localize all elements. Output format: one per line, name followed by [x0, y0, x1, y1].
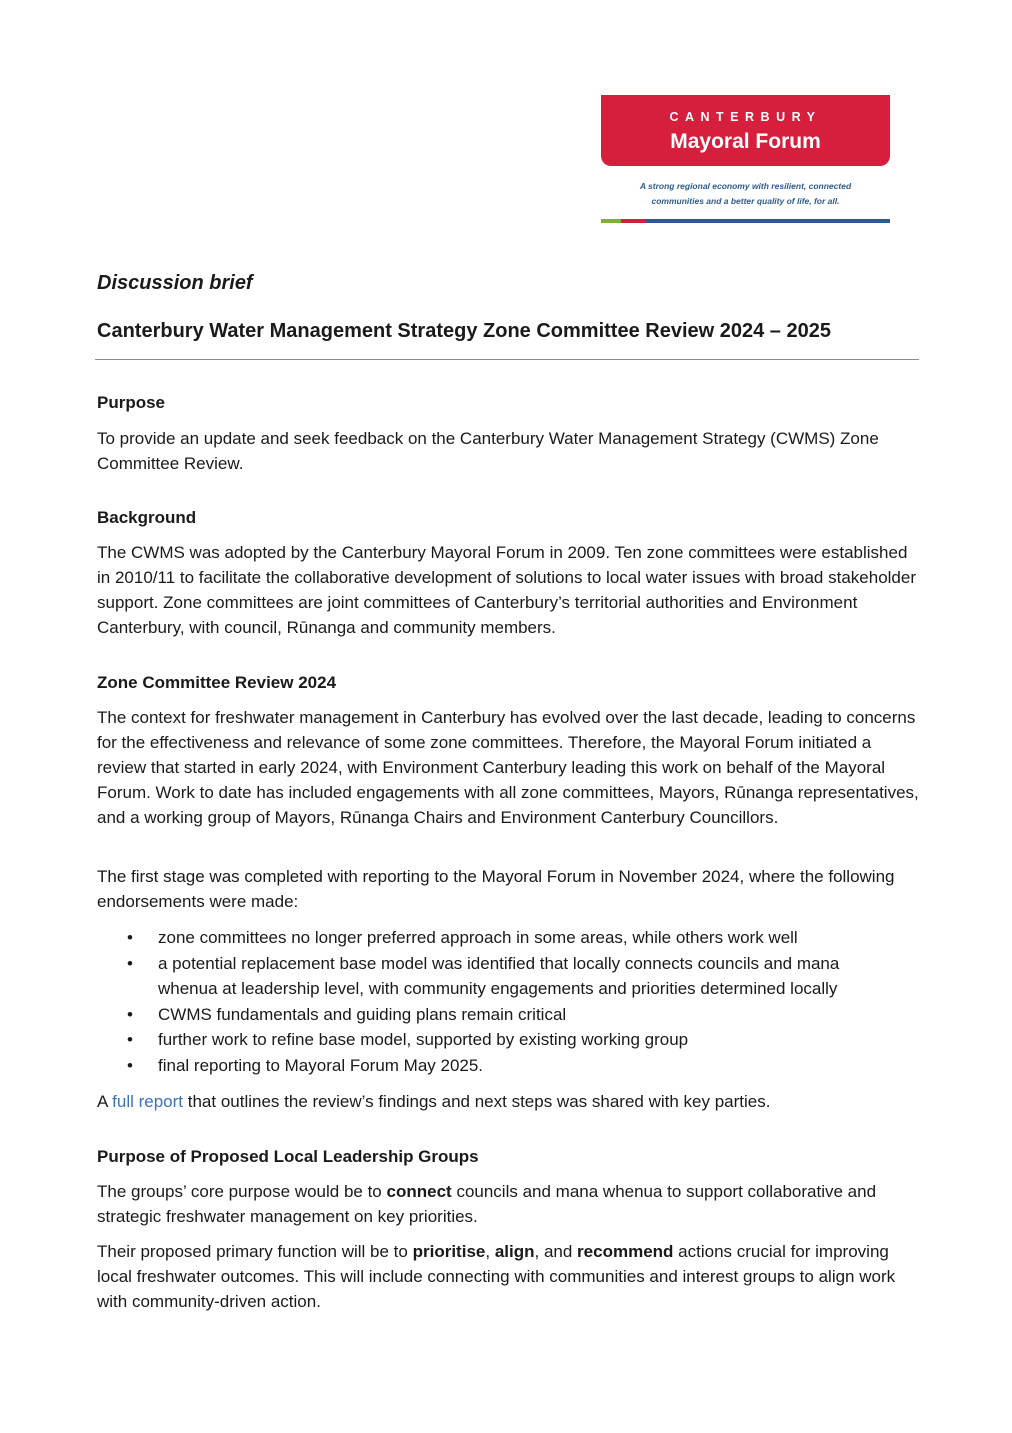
review-paragraph-1: The context for freshwater management in Canterbury has evolved over the last decade, leading to concerns for the effectiveness and relevance of some zone committees. Therefore, the Mayoral Forum initiated a review that started in early 2024, with Environment Canterbury leading this work on behalf of the Mayoral Forum. Work to date has included engagements with all zone committees, Mayors, Rūnanga representatives, and a working group of Mayors, Rūnanga Chairs and Environment Canterbury Councillors. [97, 708, 919, 827]
report-suffix: that outlines the review’s findings and next steps was shared with key parties. [187, 1092, 771, 1111]
p2-text-a: Their proposed primary function will be to [97, 1242, 408, 1261]
keyword-align: align [494, 1242, 535, 1261]
keyword-prioritise: prioritise [412, 1242, 486, 1261]
review-heading: Zone Committee Review 2024 [97, 673, 337, 692]
full-report-sentence [97, 1089, 919, 1114]
list-item: • a potential replacement base model was identified that locally connects councils and mana whenua at leadership level, with community engagements and priorities determined locally [97, 951, 897, 1002]
endorsements-list [97, 925, 897, 1078]
groups-paragraph-1 [97, 1179, 919, 1229]
logo-tagline-line2: communities and a better quality of life, for all. [651, 196, 840, 206]
list-item: • final reporting to Mayoral Forum May 2025. [97, 1053, 897, 1079]
list-item: • CWMS fundamentals and guiding plans remain critical [97, 1002, 897, 1028]
keyword-connect: connect [386, 1182, 452, 1201]
logo-top-line: CANTERBURY [669, 110, 822, 124]
list-item: • zone committees no longer preferred approach in some areas, while others work well [97, 925, 897, 951]
keyword-recommend: recommend [577, 1242, 674, 1261]
mayoral-forum-logo [601, 95, 890, 223]
background-heading: Background [97, 508, 197, 527]
p2-sep-2: , and [534, 1242, 573, 1261]
logo-color-stripe [601, 219, 890, 223]
p2-sep-1: , [485, 1242, 491, 1261]
logo-tagline [601, 179, 890, 209]
report-prefix: A [97, 1092, 108, 1111]
full-report-link[interactable]: full report [112, 1092, 184, 1111]
stripe-red [621, 219, 646, 223]
groups-paragraph-2 [97, 1239, 919, 1314]
p2-text-b: actions crucial for improving local freshwater outcomes. This will include connecting with communities and interest groups to align work with community-driven action. [97, 1242, 896, 1311]
document-type: Discussion brief [97, 272, 253, 294]
p1-text-b: councils and mana whenua to support collaborative and strategic freshwater management on key priorities. [97, 1182, 877, 1226]
logo-name: Mayoral Forum [670, 130, 821, 153]
purpose-text: To provide an update and seek feedback on the Canterbury Water Management Strategy (CWMS) Zone Committee Review. [97, 429, 879, 473]
p1-text-a: The groups’ core purpose would be to [97, 1182, 382, 1201]
logo-tagline-line1: A strong regional economy with resilient, connected [639, 181, 852, 191]
background-text: The CWMS was adopted by the Canterbury Mayoral Forum in 2009. Ten zone committees were established in 2010/11 to facilitate the collaborative development of solutions to local water issues with broad stakeholder support. Zone committees are joint committees of Canterbury’s territorial authorities and Environment Canterbury, with council, Rūnanga and community members. [97, 543, 916, 637]
title-divider [95, 359, 919, 360]
purpose-heading: Purpose [97, 393, 166, 412]
groups-heading: Purpose of Proposed Local Leadership Groups [97, 1147, 479, 1166]
stripe-blue [646, 219, 890, 223]
list-item: • further work to refine base model, supported by existing working group [97, 1027, 897, 1053]
logo-badge [601, 95, 890, 166]
review-paragraph-2: The first stage was completed with reporting to the Mayoral Forum in November 2024, where the following endorsements were made: [97, 867, 895, 911]
document-title: Canterbury Water Management Strategy Zone Committee Review 2024 – 2025 [97, 320, 831, 342]
stripe-green [601, 219, 621, 223]
